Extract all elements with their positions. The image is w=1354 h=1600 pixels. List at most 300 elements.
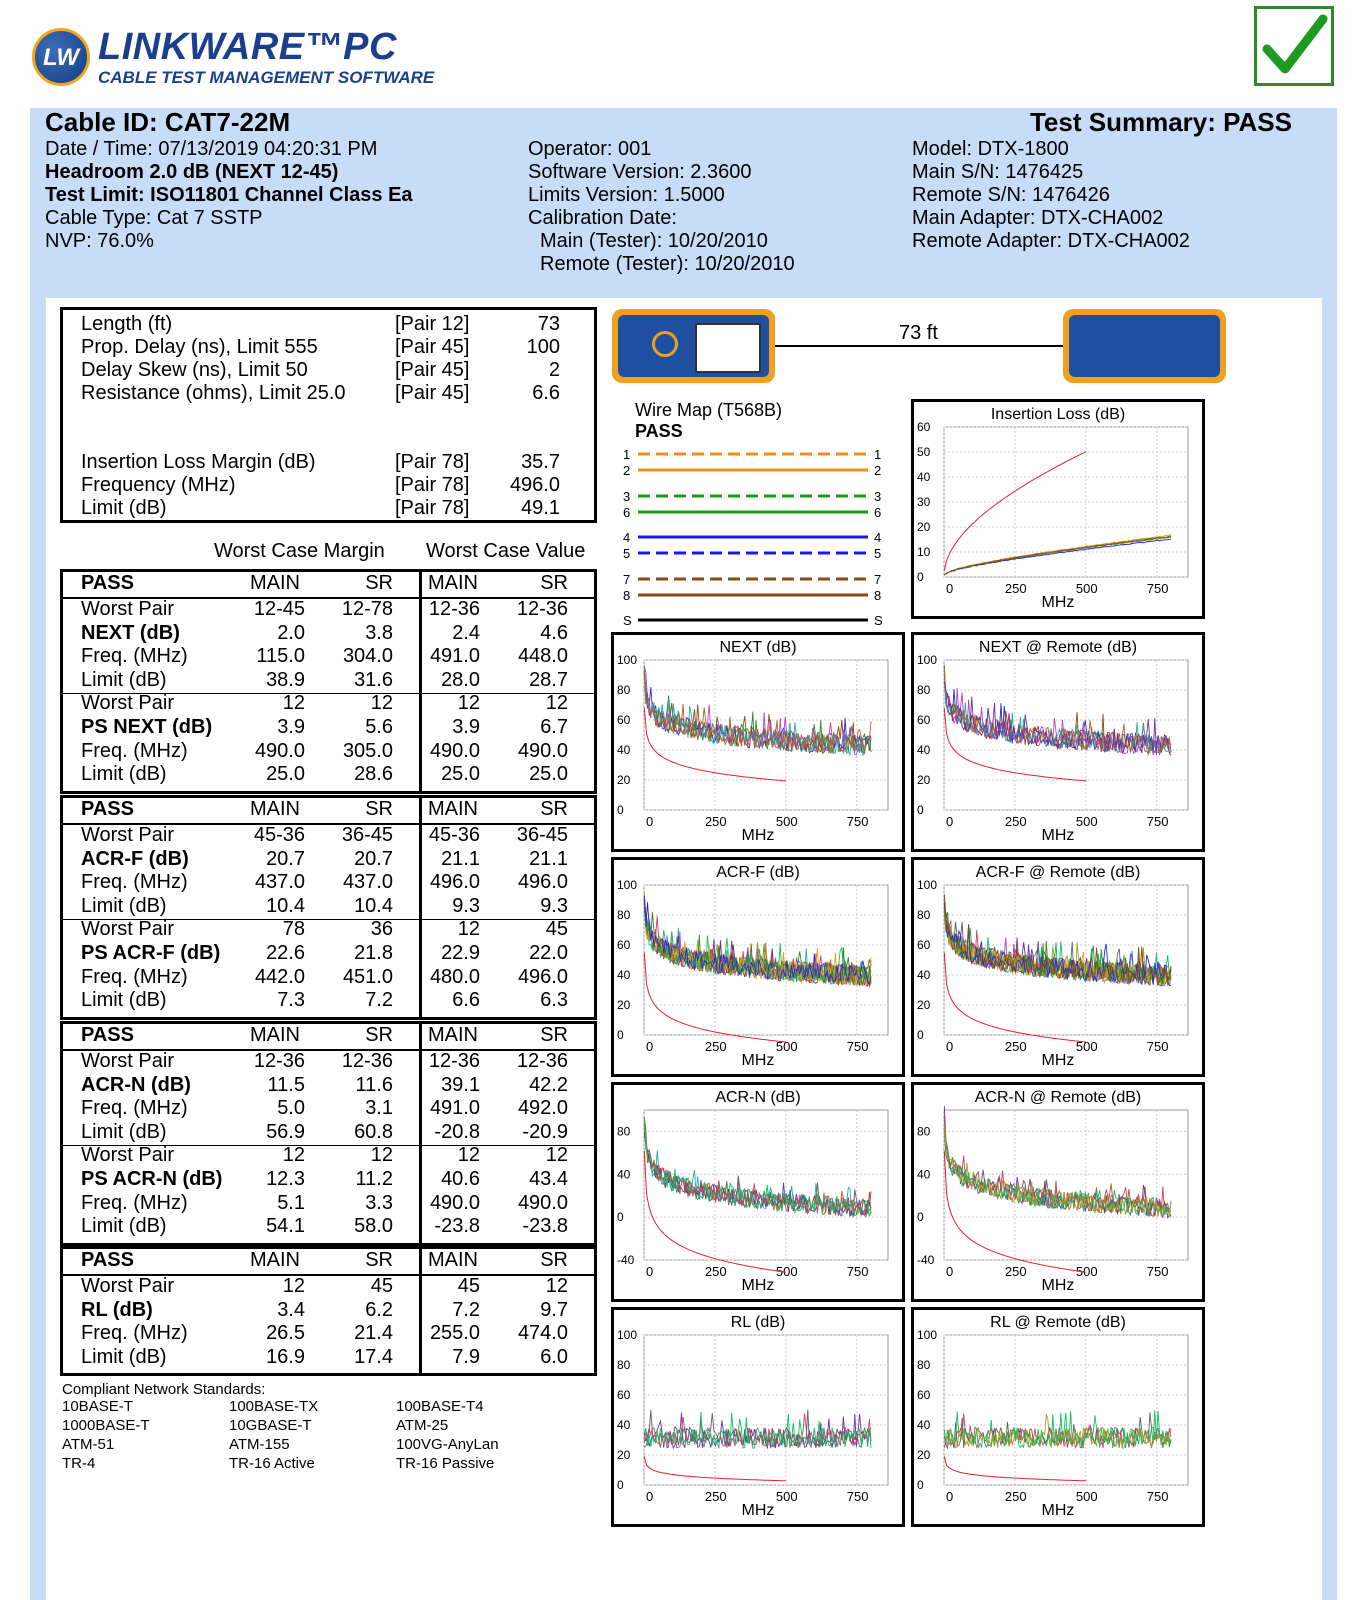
y-tick-label: 100 bbox=[917, 878, 938, 892]
table-cell: 21.1 bbox=[529, 847, 568, 870]
x-tick-label: 0 bbox=[646, 1489, 654, 1504]
column-header: SR bbox=[365, 1024, 393, 1046]
table-cell: 22.6 bbox=[266, 942, 305, 964]
table-cell: 25.0 bbox=[529, 763, 568, 786]
table-cell: 491.0 bbox=[429, 1097, 480, 1120]
header-headroom: Headroom 2.0 dB (NEXT 12-45) bbox=[45, 161, 339, 183]
header-remote-adapter: Remote Adapter: DTX-CHA002 bbox=[912, 230, 1190, 252]
table-cell: 6.2 bbox=[365, 1298, 393, 1321]
y-tick-label: -40 bbox=[917, 1253, 935, 1267]
chart-panel bbox=[611, 857, 905, 1077]
table-cell: 490.0 bbox=[429, 1191, 480, 1214]
table-status: PASS bbox=[81, 1249, 134, 1271]
table-cell: 11.2 bbox=[355, 1168, 393, 1190]
chart-panel bbox=[611, 1307, 905, 1527]
table-cell: 7.3 bbox=[277, 989, 305, 1012]
plot-area bbox=[944, 1335, 1188, 1485]
table-cell: 9.3 bbox=[540, 894, 568, 917]
row-label: PS NEXT (dB) bbox=[81, 716, 213, 738]
table-cell: 12-36 bbox=[516, 598, 568, 620]
chart-title: RL @ Remote (dB) bbox=[990, 1314, 1126, 1331]
y-tick-label: 50 bbox=[917, 445, 931, 459]
chart-title: NEXT @ Remote (dB) bbox=[978, 639, 1138, 656]
table-cell: 305.0 bbox=[342, 739, 393, 762]
pass-checkmark-icon bbox=[1254, 6, 1334, 86]
table-cell: 12 bbox=[282, 1275, 305, 1297]
y-tick-label: 80 bbox=[617, 1358, 631, 1372]
header-nvp: NVP: 76.0% bbox=[45, 230, 154, 252]
y-tick-label: 40 bbox=[617, 968, 631, 982]
table-cell: 490.0 bbox=[254, 739, 305, 762]
chart-xlabel: MHz bbox=[741, 1277, 775, 1294]
table-cell: 442.0 bbox=[254, 965, 305, 988]
pin-label-right: 6 bbox=[874, 505, 882, 520]
column-header: MAIN bbox=[250, 1249, 300, 1271]
table-cell: 490.0 bbox=[429, 739, 480, 762]
pin-label-right: 3 bbox=[874, 489, 882, 504]
table-cell: 22.0 bbox=[529, 942, 568, 964]
y-tick-label: 100 bbox=[617, 1328, 638, 1342]
table-cell: 5.0 bbox=[277, 1097, 305, 1120]
table-cell: 43.4 bbox=[529, 1168, 568, 1190]
pin-label-right: 5 bbox=[874, 546, 882, 561]
y-tick-label: 30 bbox=[917, 495, 931, 509]
chart-panel bbox=[611, 1082, 905, 1302]
chart-panel bbox=[911, 399, 1205, 619]
header-operator: Operator: 001 bbox=[528, 138, 652, 160]
summary-pair: [Pair 12] bbox=[395, 313, 470, 335]
table-cell: 12 bbox=[457, 1144, 480, 1167]
column-header: SR bbox=[540, 1249, 568, 1271]
table-cell: 7.9 bbox=[452, 1345, 480, 1368]
x-tick-label: 750 bbox=[1146, 1264, 1169, 1279]
x-tick-label: 500 bbox=[775, 1264, 798, 1279]
chart-xlabel: MHz bbox=[1041, 1052, 1075, 1069]
x-tick-label: 250 bbox=[1004, 1489, 1027, 1504]
table-cell: 255.0 bbox=[429, 1322, 480, 1345]
x-tick-label: 750 bbox=[846, 814, 869, 829]
table-cell: 45-36 bbox=[428, 824, 480, 846]
row-label: Freq. (MHz) bbox=[81, 871, 188, 894]
summary-label: Resistance (ohms), Limit 25.0 bbox=[81, 382, 346, 404]
table-cell: 437.0 bbox=[254, 871, 305, 894]
table-cell: 12-36 bbox=[428, 1050, 480, 1072]
column-header: SR bbox=[365, 798, 393, 820]
table-cell: 20.7 bbox=[266, 847, 305, 870]
table-cell: 31.6 bbox=[354, 668, 393, 691]
y-tick-label: 60 bbox=[917, 713, 931, 727]
standard-item: TR-16 Passive bbox=[396, 1455, 495, 1472]
table-cell: 39.1 bbox=[441, 1073, 480, 1096]
table-cell: 36 bbox=[370, 918, 393, 941]
table-cell: 12-36 bbox=[341, 1050, 393, 1072]
column-header: SR bbox=[365, 572, 393, 594]
y-tick-label: 60 bbox=[917, 420, 931, 434]
row-label: Limit (dB) bbox=[81, 763, 167, 786]
y-tick-label: 80 bbox=[917, 1358, 931, 1372]
table-cell: 480.0 bbox=[429, 965, 480, 988]
pin-label-right: 8 bbox=[874, 588, 882, 603]
table-status: PASS bbox=[81, 798, 134, 820]
summary-pair: [Pair 45] bbox=[395, 336, 470, 358]
standard-item: ATM-25 bbox=[396, 1417, 449, 1434]
summary-value: 100 bbox=[526, 336, 560, 358]
y-tick-label: 0 bbox=[917, 1478, 924, 1492]
table-cell: 60.8 bbox=[354, 1120, 393, 1143]
table-cell: 12 bbox=[457, 918, 480, 941]
y-tick-label: 80 bbox=[617, 1124, 631, 1139]
y-tick-label: 40 bbox=[917, 1418, 931, 1432]
standard-item: 100BASE-T4 bbox=[396, 1398, 484, 1415]
x-tick-label: 0 bbox=[946, 581, 954, 596]
y-tick-label: 40 bbox=[617, 743, 631, 757]
pin-label-left: 5 bbox=[623, 546, 631, 561]
column-header: SR bbox=[540, 798, 568, 820]
remote-tester-icon bbox=[1063, 309, 1226, 383]
y-tick-label: 100 bbox=[917, 1328, 938, 1342]
x-tick-label: 500 bbox=[1075, 581, 1098, 596]
row-label: ACR-N (dB) bbox=[81, 1073, 191, 1096]
test-summary: Test Summary: PASS bbox=[1029, 107, 1292, 137]
table-cell: 36-45 bbox=[341, 824, 393, 846]
x-tick-label: 0 bbox=[946, 1039, 954, 1054]
standard-item: TR-4 bbox=[62, 1455, 96, 1472]
table-cell: 11.6 bbox=[355, 1073, 393, 1096]
summary-label: Limit (dB) bbox=[81, 497, 167, 519]
column-header: SR bbox=[540, 1024, 568, 1046]
logo-title: LINKWARE™PC bbox=[98, 26, 397, 68]
summary-label: Length (ft) bbox=[81, 313, 173, 335]
chart-title: ACR-F (dB) bbox=[716, 864, 800, 881]
row-label: Freq. (MHz) bbox=[81, 645, 188, 668]
row-label: ACR-F (dB) bbox=[81, 847, 189, 870]
x-tick-label: 500 bbox=[1075, 1264, 1098, 1279]
table-cell: 45-36 bbox=[253, 824, 305, 846]
chart-svg bbox=[914, 635, 1202, 849]
table-cell: 115.0 bbox=[256, 645, 305, 668]
x-tick-label: 0 bbox=[946, 814, 954, 829]
y-tick-label: 20 bbox=[917, 1448, 931, 1462]
column-header: SR bbox=[365, 1249, 393, 1271]
chart-svg bbox=[614, 635, 902, 849]
row-label: Worst Pair bbox=[81, 1275, 174, 1297]
plot-area bbox=[644, 1335, 888, 1485]
pin-label-right: 1 bbox=[874, 447, 882, 462]
column-header: MAIN bbox=[428, 1024, 478, 1046]
table-cell: 10.4 bbox=[354, 894, 393, 917]
row-label: Worst Pair bbox=[81, 598, 174, 620]
x-tick-label: 250 bbox=[1004, 1264, 1027, 1279]
summary-label: Prop. Delay (ns), Limit 555 bbox=[81, 336, 318, 358]
x-tick-label: 500 bbox=[775, 1039, 798, 1054]
table-cell: 496.0 bbox=[429, 871, 480, 894]
x-tick-label: 500 bbox=[775, 814, 798, 829]
y-tick-label: 0 bbox=[617, 1478, 624, 1492]
y-tick-label: 0 bbox=[617, 803, 624, 817]
y-tick-label: 40 bbox=[617, 1418, 631, 1432]
x-tick-label: 0 bbox=[646, 814, 654, 829]
row-label: PS ACR-N (dB) bbox=[81, 1168, 223, 1190]
row-label: Worst Pair bbox=[81, 1050, 174, 1072]
chart-xlabel: MHz bbox=[1041, 1502, 1075, 1519]
chart-svg bbox=[914, 1085, 1202, 1299]
chart-title: NEXT (dB) bbox=[719, 639, 797, 656]
x-tick-label: 500 bbox=[1075, 1489, 1098, 1504]
table-cell: 304.0 bbox=[342, 645, 393, 668]
table-cell: 12-36 bbox=[428, 598, 480, 620]
x-tick-label: 750 bbox=[1146, 581, 1169, 596]
y-tick-label: 100 bbox=[617, 653, 638, 667]
table-cell: 45 bbox=[457, 1275, 480, 1297]
table-cell: 12.3 bbox=[266, 1168, 305, 1190]
table-cell: 11.5 bbox=[267, 1073, 305, 1096]
summary-label: Insertion Loss Margin (dB) bbox=[81, 451, 316, 473]
y-tick-label: 80 bbox=[917, 1124, 931, 1139]
table-cell: 4.6 bbox=[540, 621, 568, 644]
header-datetime: Date / Time: 07/13/2019 04:20:31 PM bbox=[45, 138, 378, 160]
y-tick-label: 100 bbox=[917, 653, 938, 667]
standard-item: ATM-155 bbox=[229, 1436, 290, 1453]
table-cell: 12 bbox=[282, 692, 305, 715]
summary-value: 496.0 bbox=[509, 474, 560, 496]
row-label: Freq. (MHz) bbox=[81, 1322, 188, 1345]
pin-label-left: 6 bbox=[623, 505, 631, 520]
x-tick-label: 500 bbox=[775, 1489, 798, 1504]
chart-panel bbox=[911, 1307, 1205, 1527]
x-tick-label: 0 bbox=[646, 1264, 654, 1279]
summary-value: 35.7 bbox=[521, 451, 560, 473]
summary-pair: [Pair 78] bbox=[395, 497, 470, 519]
table-cell: 21.4 bbox=[354, 1322, 393, 1345]
table-cell: 12 bbox=[545, 1275, 568, 1297]
y-tick-label: 0 bbox=[917, 1210, 924, 1225]
x-tick-label: 250 bbox=[704, 814, 727, 829]
table-cell: 5.6 bbox=[365, 716, 393, 738]
y-tick-label: 20 bbox=[917, 520, 931, 534]
row-label: Freq. (MHz) bbox=[81, 1097, 188, 1120]
table-cell: 7.2 bbox=[452, 1298, 480, 1321]
summary-label: Frequency (MHz) bbox=[81, 474, 236, 496]
table-cell: 496.0 bbox=[517, 871, 568, 894]
table-cell: 54.1 bbox=[266, 1215, 305, 1238]
table-cell: 12 bbox=[457, 692, 480, 715]
standard-item: ATM-51 bbox=[62, 1436, 115, 1453]
header-limits-version: Limits Version: 1.5000 bbox=[528, 184, 725, 206]
table-cell: 40.6 bbox=[441, 1168, 480, 1190]
chart-svg bbox=[914, 1310, 1202, 1524]
table-cell: 448.0 bbox=[517, 645, 568, 668]
table-cell: 6.3 bbox=[540, 989, 568, 1012]
pin-label-right: S bbox=[874, 613, 883, 628]
standard-item: 10GBASE-T bbox=[229, 1417, 312, 1434]
y-tick-label: 60 bbox=[917, 938, 931, 952]
table-cell: 490.0 bbox=[517, 1191, 568, 1214]
pin-label-right: 4 bbox=[874, 530, 882, 545]
header-model: Model: DTX-1800 bbox=[912, 138, 1069, 160]
header-test-limit: Test Limit: ISO11801 Channel Class Ea bbox=[45, 184, 413, 206]
x-tick-label: 750 bbox=[846, 1039, 869, 1054]
header-remote-sn: Remote S/N: 1476426 bbox=[912, 184, 1110, 206]
table-cell: 2.4 bbox=[452, 621, 480, 644]
table-cell: 491.0 bbox=[429, 645, 480, 668]
y-tick-label: -40 bbox=[617, 1253, 635, 1267]
x-tick-label: 250 bbox=[704, 1039, 727, 1054]
table-cell: 437.0 bbox=[342, 871, 393, 894]
standard-item: TR-16 Active bbox=[229, 1455, 315, 1472]
y-tick-label: 100 bbox=[617, 878, 638, 892]
table-cell: 2.0 bbox=[277, 621, 305, 644]
table-cell: 3.9 bbox=[277, 716, 305, 738]
table-cell: 12 bbox=[370, 692, 393, 715]
table-cell: -20.9 bbox=[522, 1120, 568, 1143]
table-cell: 16.9 bbox=[266, 1345, 305, 1368]
table-status: PASS bbox=[81, 572, 134, 594]
wiremap-status: PASS bbox=[635, 421, 683, 441]
wire-map-diagram bbox=[610, 440, 900, 632]
table-cell: -20.8 bbox=[434, 1120, 480, 1143]
chart-svg bbox=[914, 860, 1202, 1074]
worst-case-value-header: Worst Case Value bbox=[426, 540, 586, 562]
y-tick-label: 80 bbox=[917, 908, 931, 922]
y-tick-label: 0 bbox=[917, 570, 924, 584]
row-label: Limit (dB) bbox=[81, 1215, 167, 1238]
row-label: Freq. (MHz) bbox=[81, 739, 188, 762]
chart-xlabel: MHz bbox=[1041, 594, 1075, 611]
standard-item: 100BASE-TX bbox=[229, 1398, 319, 1415]
table-cell: 3.9 bbox=[452, 716, 480, 738]
row-label: Limit (dB) bbox=[81, 989, 167, 1012]
table-cell: 28.0 bbox=[441, 668, 480, 691]
table-cell: 25.0 bbox=[441, 763, 480, 786]
y-tick-label: 40 bbox=[617, 1167, 631, 1182]
y-tick-label: 20 bbox=[617, 998, 631, 1012]
standard-item: 100VG-AnyLan bbox=[396, 1436, 499, 1453]
table-cell: 28.6 bbox=[354, 763, 393, 786]
chart-title: Insertion Loss (dB) bbox=[990, 406, 1126, 423]
column-header: MAIN bbox=[428, 572, 478, 594]
table-cell: 12-36 bbox=[253, 1050, 305, 1072]
column-header: SR bbox=[540, 572, 568, 594]
standard-item: 1000BASE-T bbox=[62, 1417, 150, 1434]
table-cell: 3.1 bbox=[365, 1097, 393, 1120]
summary-value: 6.6 bbox=[532, 382, 560, 404]
chart-xlabel: MHz bbox=[741, 827, 775, 844]
pin-label-left: 1 bbox=[623, 447, 631, 462]
table-cell: 17.4 bbox=[354, 1345, 393, 1368]
chart-xlabel: MHz bbox=[741, 1052, 775, 1069]
chart-panel bbox=[911, 857, 1205, 1077]
table-cell: 78 bbox=[282, 918, 305, 941]
summary-value: 49.1 bbox=[521, 497, 560, 519]
x-tick-label: 750 bbox=[846, 1264, 869, 1279]
column-header: MAIN bbox=[250, 1024, 300, 1046]
header-calibration-date: Calibration Date: bbox=[528, 207, 677, 229]
table-cell: 6.0 bbox=[540, 1345, 568, 1368]
chart-svg bbox=[614, 1310, 902, 1524]
cable-id: Cable ID: CAT7-22M bbox=[45, 107, 291, 137]
y-tick-label: 60 bbox=[617, 1388, 631, 1402]
table-cell: 21.8 bbox=[354, 942, 393, 964]
x-tick-label: 750 bbox=[846, 1489, 869, 1504]
table-cell: 58.0 bbox=[354, 1215, 393, 1238]
row-label: Limit (dB) bbox=[81, 1120, 167, 1143]
chart-title: RL (dB) bbox=[730, 1314, 786, 1331]
y-tick-label: 20 bbox=[917, 773, 931, 787]
cable-line bbox=[775, 345, 1065, 347]
table-cell: -23.8 bbox=[522, 1215, 568, 1238]
table-cell: 12 bbox=[282, 1144, 305, 1167]
table-cell: 42.2 bbox=[529, 1073, 568, 1096]
pin-label-right: 7 bbox=[874, 572, 882, 587]
standards-title: Compliant Network Standards: bbox=[62, 1381, 266, 1398]
table-cell: 490.0 bbox=[517, 739, 568, 762]
column-header: MAIN bbox=[250, 798, 300, 820]
table-cell: 36-45 bbox=[516, 824, 568, 846]
chart-xlabel: MHz bbox=[1041, 1277, 1075, 1294]
table-cell: 45 bbox=[370, 1275, 393, 1297]
y-tick-label: 0 bbox=[617, 1210, 624, 1225]
header-main-calibration: Main (Tester): 10/20/2010 bbox=[540, 230, 768, 252]
worst-case-margin-header: Worst Case Margin bbox=[214, 540, 385, 562]
row-label: Worst Pair bbox=[81, 692, 174, 715]
table-cell: -23.8 bbox=[434, 1215, 480, 1238]
table-cell: 12 bbox=[545, 692, 568, 715]
row-label: Limit (dB) bbox=[81, 1345, 167, 1368]
main-tester-icon bbox=[612, 309, 775, 383]
column-header: MAIN bbox=[428, 1249, 478, 1271]
table-cell: 12 bbox=[545, 1144, 568, 1167]
row-label: Worst Pair bbox=[81, 918, 174, 941]
header-main-sn: Main S/N: 1476425 bbox=[912, 161, 1084, 183]
header-software-version: Software Version: 2.3600 bbox=[528, 161, 752, 183]
standard-item: 10BASE-T bbox=[62, 1398, 133, 1415]
table-cell: 45 bbox=[545, 918, 568, 941]
table-cell: 492.0 bbox=[517, 1097, 568, 1120]
linkware-logo bbox=[28, 20, 448, 90]
y-tick-label: 60 bbox=[617, 713, 631, 727]
x-tick-label: 250 bbox=[1004, 581, 1027, 596]
column-header: MAIN bbox=[250, 572, 300, 594]
x-tick-label: 500 bbox=[1075, 1039, 1098, 1054]
table-cell: 451.0 bbox=[342, 965, 393, 988]
row-label: Worst Pair bbox=[81, 1144, 174, 1167]
table-cell: 12-36 bbox=[516, 1050, 568, 1072]
y-tick-label: 0 bbox=[917, 1028, 924, 1042]
table-cell: 12-78 bbox=[341, 598, 393, 620]
table-cell: 12 bbox=[370, 1144, 393, 1167]
table-cell: 9.7 bbox=[540, 1298, 568, 1321]
summary-label: Delay Skew (ns), Limit 50 bbox=[81, 359, 308, 381]
table-cell: 474.0 bbox=[517, 1322, 568, 1345]
row-label: PS ACR-F (dB) bbox=[81, 942, 221, 964]
chart-title: ACR-N (dB) bbox=[715, 1089, 801, 1106]
row-label: Limit (dB) bbox=[81, 894, 167, 917]
pin-label-left: 4 bbox=[623, 530, 631, 545]
chart-panel bbox=[911, 632, 1205, 852]
column-header: MAIN bbox=[428, 798, 478, 820]
x-tick-label: 250 bbox=[1004, 814, 1027, 829]
pin-label-right: 2 bbox=[874, 463, 882, 478]
header-cable-type: Cable Type: Cat 7 SSTP bbox=[45, 207, 263, 229]
y-tick-label: 20 bbox=[917, 998, 931, 1012]
y-tick-label: 10 bbox=[917, 545, 931, 559]
wiremap-title: Wire Map (T568B) bbox=[635, 400, 783, 420]
table-cell: 9.3 bbox=[452, 894, 480, 917]
pin-label-left: S bbox=[623, 613, 632, 628]
chart-title: ACR-N @ Remote (dB) bbox=[974, 1089, 1142, 1106]
table-cell: 12-45 bbox=[253, 598, 305, 620]
table-cell: 26.5 bbox=[266, 1322, 305, 1345]
